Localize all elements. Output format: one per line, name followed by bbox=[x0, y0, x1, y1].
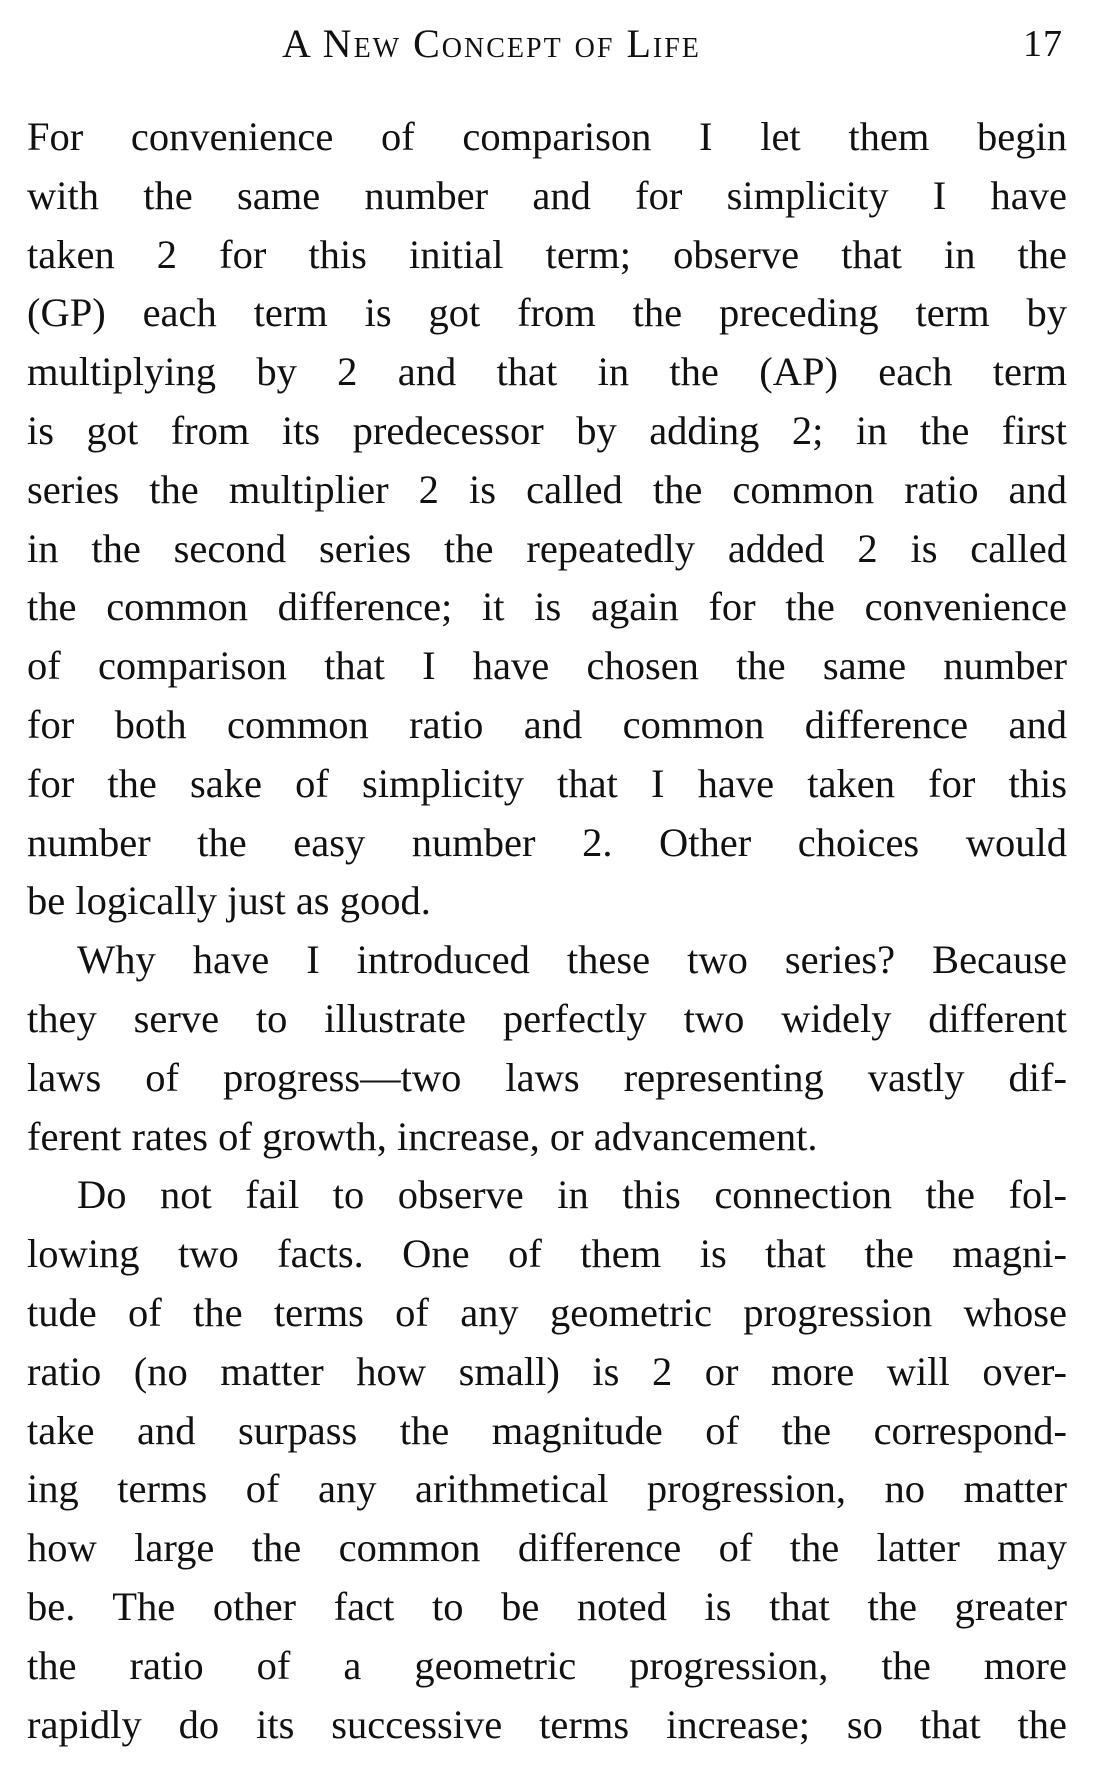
text-line: lowing two facts. One of them is that the magni- bbox=[27, 1231, 1067, 1277]
text-line: multiplying by 2 and that in the (AP) each term bbox=[27, 349, 1067, 395]
text-line: laws of progress—two laws representing vastly dif- bbox=[27, 1054, 1067, 1100]
text-line: ratio (no matter how small) is 2 or more will over- bbox=[27, 1348, 1067, 1394]
text-line: series the multiplier 2 is called the common ratio and bbox=[27, 466, 1067, 512]
text-line: they serve to illustrate perfectly two widely different bbox=[27, 995, 1067, 1041]
text-line: (GP) each term is got from the preceding term by bbox=[27, 290, 1067, 336]
text-line: the ratio of a geometric progression, the more bbox=[27, 1642, 1067, 1688]
text-line: ing terms of any arithmetical progression, no matter bbox=[27, 1466, 1067, 1512]
text-line: is got from its predecessor by adding 2; in the first bbox=[27, 407, 1067, 453]
text-line: number the easy number 2. Other choices would bbox=[27, 819, 1067, 865]
text-line: taken 2 for this initial term; observe that in the bbox=[27, 231, 1067, 277]
text-line: rapidly do its successive terms increase; so that the bbox=[27, 1701, 1067, 1747]
paragraph-2 bbox=[27, 931, 1067, 1166]
body-text bbox=[27, 108, 1067, 1754]
text-line: for both common ratio and common difference and bbox=[27, 701, 1067, 747]
text-line: with the same number and for simplicity I have bbox=[27, 172, 1067, 218]
text-line: be logically just as good. bbox=[27, 878, 431, 924]
text-line: Why have I introduced these two series? Because bbox=[77, 937, 1067, 983]
text-line: how large the common difference of the latter may bbox=[27, 1525, 1067, 1571]
paragraph-1 bbox=[27, 108, 1067, 931]
page-number: 17 bbox=[1023, 23, 1063, 65]
text-line: be. The other fact to be noted is that the greater bbox=[27, 1583, 1067, 1629]
text-line: Do not fail to observe in this connection the fol- bbox=[77, 1172, 1067, 1218]
text-line: ferent rates of growth, increase, or advancement. bbox=[27, 1113, 818, 1159]
text-line: of comparison that I have chosen the same number bbox=[27, 643, 1067, 689]
paragraph-3 bbox=[27, 1166, 1067, 1754]
text-line: take and surpass the magnitude of the correspond- bbox=[27, 1407, 1067, 1453]
running-head bbox=[0, 14, 1097, 70]
text-line: in the second series the repeatedly added 2 is called bbox=[27, 525, 1067, 571]
text-line: for the sake of simplicity that I have taken for this bbox=[27, 760, 1067, 806]
text-line: tude of the terms of any geometric progression whose bbox=[27, 1289, 1067, 1335]
text-line: For convenience of comparison I let them begin bbox=[27, 114, 1067, 159]
running-title: A New Concept of Life bbox=[282, 21, 701, 66]
text-line: the common difference; it is again for the convenience bbox=[27, 584, 1067, 630]
